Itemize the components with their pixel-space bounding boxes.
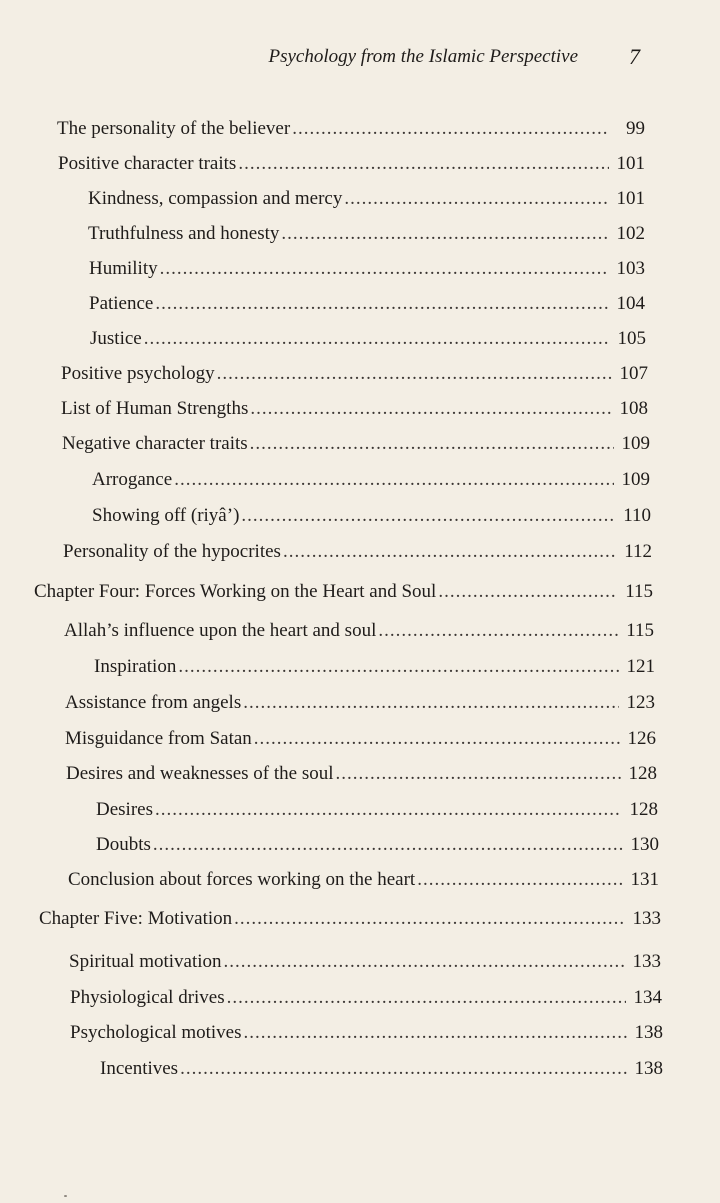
toc-entry <box>100 1058 663 1084</box>
toc-entry-page: 103 <box>616 258 645 279</box>
toc-entry-title: Arrogance <box>92 469 173 490</box>
toc-leader <box>241 505 615 527</box>
toc-entry-title: Spiritual motivation <box>69 951 222 972</box>
toc-entry <box>96 834 659 860</box>
toc-entry <box>94 656 655 682</box>
toc-entry <box>89 293 645 319</box>
toc-entry <box>58 153 645 179</box>
toc-entry-page: 121 <box>626 656 655 677</box>
toc-entry-title: Truthfulness and honesty <box>88 223 280 244</box>
toc-leader <box>336 763 621 785</box>
toc-entry-title: List of Human Strengths <box>61 398 249 419</box>
toc-entry-title: Justice <box>90 328 142 349</box>
toc-entry-title: Personality of the hypocrites <box>63 541 281 562</box>
toc-leader <box>234 908 625 930</box>
toc-entry-title: Incentives <box>100 1058 179 1079</box>
toc-entry-page: 109 <box>621 433 650 454</box>
toc-leader <box>417 869 623 891</box>
toc-entry-page: 104 <box>616 293 645 314</box>
toc-entry-page: 131 <box>630 869 659 890</box>
toc-entry-page: 128 <box>629 799 658 820</box>
toc-leader <box>180 1058 627 1080</box>
toc-leader <box>281 223 609 245</box>
toc-entry <box>68 869 659 895</box>
toc-leader <box>174 469 614 491</box>
toc-entry-page: 108 <box>619 398 648 419</box>
toc-entry-title: Negative character traits <box>62 433 248 454</box>
toc-entry-title: Psychological motives <box>70 1022 242 1043</box>
toc-leader <box>243 692 619 714</box>
toc-entry-title: Showing off (riyâ’) <box>92 505 240 526</box>
toc-leader <box>227 987 626 1009</box>
toc-entry <box>66 763 657 789</box>
toc-entry-page: 133 <box>632 951 661 972</box>
toc-entry-page: 138 <box>634 1058 663 1079</box>
toc-entry-page: 134 <box>633 987 662 1008</box>
toc-entry <box>92 469 650 495</box>
toc-entry-page: 107 <box>619 363 648 384</box>
toc-chapter-entry <box>39 908 661 934</box>
toc-entry <box>70 987 662 1013</box>
toc-entry <box>88 188 645 214</box>
toc-entry-page: 115 <box>626 620 654 641</box>
toc-entry-title: Desires and weaknesses of the soul <box>66 763 334 784</box>
toc-leader <box>292 118 609 140</box>
toc-leader <box>217 363 612 385</box>
toc-entry <box>62 433 650 459</box>
toc-leader <box>283 541 616 563</box>
toc-entry-page: 102 <box>616 223 645 244</box>
toc-leader <box>224 951 625 973</box>
toc-entry <box>92 505 651 531</box>
toc-entry-title: Patience <box>89 293 154 314</box>
toc-entry-page: 123 <box>626 692 655 713</box>
toc-leader <box>250 398 612 420</box>
toc-entry-page: 101 <box>616 188 645 209</box>
toc-entry <box>89 258 645 284</box>
toc-entry-page: 110 <box>623 505 651 526</box>
toc-entry-title: Desires <box>96 799 153 820</box>
toc-entry <box>88 223 645 249</box>
toc-entry-page: 105 <box>617 328 646 349</box>
toc-entry <box>69 951 661 977</box>
toc-leader <box>178 656 619 678</box>
toc-entry <box>90 328 646 354</box>
toc-entry-title: Inspiration <box>94 656 177 677</box>
toc-entry <box>57 118 645 144</box>
running-title: Psychology from the Islamic Perspective <box>268 46 578 67</box>
toc-entry-page: 115 <box>625 581 653 602</box>
toc-leader <box>438 581 617 603</box>
toc-entry-title: Positive character traits <box>58 153 237 174</box>
toc-entry-page: 133 <box>632 908 661 929</box>
toc-leader <box>344 188 609 210</box>
toc-entry-title: Positive psychology <box>61 363 215 384</box>
toc-entry-title: Misguidance from Satan <box>65 728 252 749</box>
toc-leader <box>254 728 620 750</box>
toc-leader <box>378 620 618 642</box>
paper-speck <box>64 1195 67 1197</box>
toc-entry-page: 99 <box>626 118 645 139</box>
page-number: 7 <box>629 44 640 69</box>
toc-entry <box>61 398 648 424</box>
toc-entry-title: Chapter Four: Forces Working on the Heart and Soul <box>34 581 437 602</box>
toc-leader <box>144 328 610 350</box>
toc-entry-page: 130 <box>630 834 659 855</box>
toc-leader <box>244 1022 627 1044</box>
toc-entry-title: Conclusion about forces working on the heart <box>68 869 416 890</box>
toc-entry-page: 112 <box>624 541 652 562</box>
toc-leader <box>155 293 609 315</box>
toc-leader <box>155 799 622 821</box>
toc-entry <box>61 363 648 389</box>
toc-entry-title: Chapter Five: Motivation <box>39 908 233 929</box>
toc-entry <box>65 692 655 718</box>
toc-entry <box>70 1022 663 1048</box>
toc-entry-title: Humility <box>89 258 158 279</box>
toc-leader <box>160 258 609 280</box>
toc-leader <box>153 834 623 856</box>
toc-entry-title: The personality of the believer <box>57 118 291 139</box>
toc-chapter-entry <box>34 581 653 607</box>
toc-entry-title: Assistance from angels <box>65 692 242 713</box>
toc-entry-page: 101 <box>616 153 645 174</box>
toc-entry <box>96 799 658 825</box>
toc-entry-title: Doubts <box>96 834 151 855</box>
toc-leader <box>250 433 614 455</box>
toc-entry <box>65 728 656 754</box>
toc-entry-title: Allah’s influence upon the heart and soul <box>64 620 377 641</box>
toc-entry-title: Kindness, compassion and mercy <box>88 188 343 209</box>
toc-entry-page: 126 <box>627 728 656 749</box>
toc-entry <box>64 620 654 646</box>
toc-entry-page: 128 <box>628 763 657 784</box>
toc-entry-title: Physiological drives <box>70 987 225 1008</box>
toc-entry <box>63 541 652 567</box>
toc-entry-page: 109 <box>621 469 650 490</box>
toc-entry-page: 138 <box>634 1022 663 1043</box>
toc-leader <box>238 153 609 175</box>
